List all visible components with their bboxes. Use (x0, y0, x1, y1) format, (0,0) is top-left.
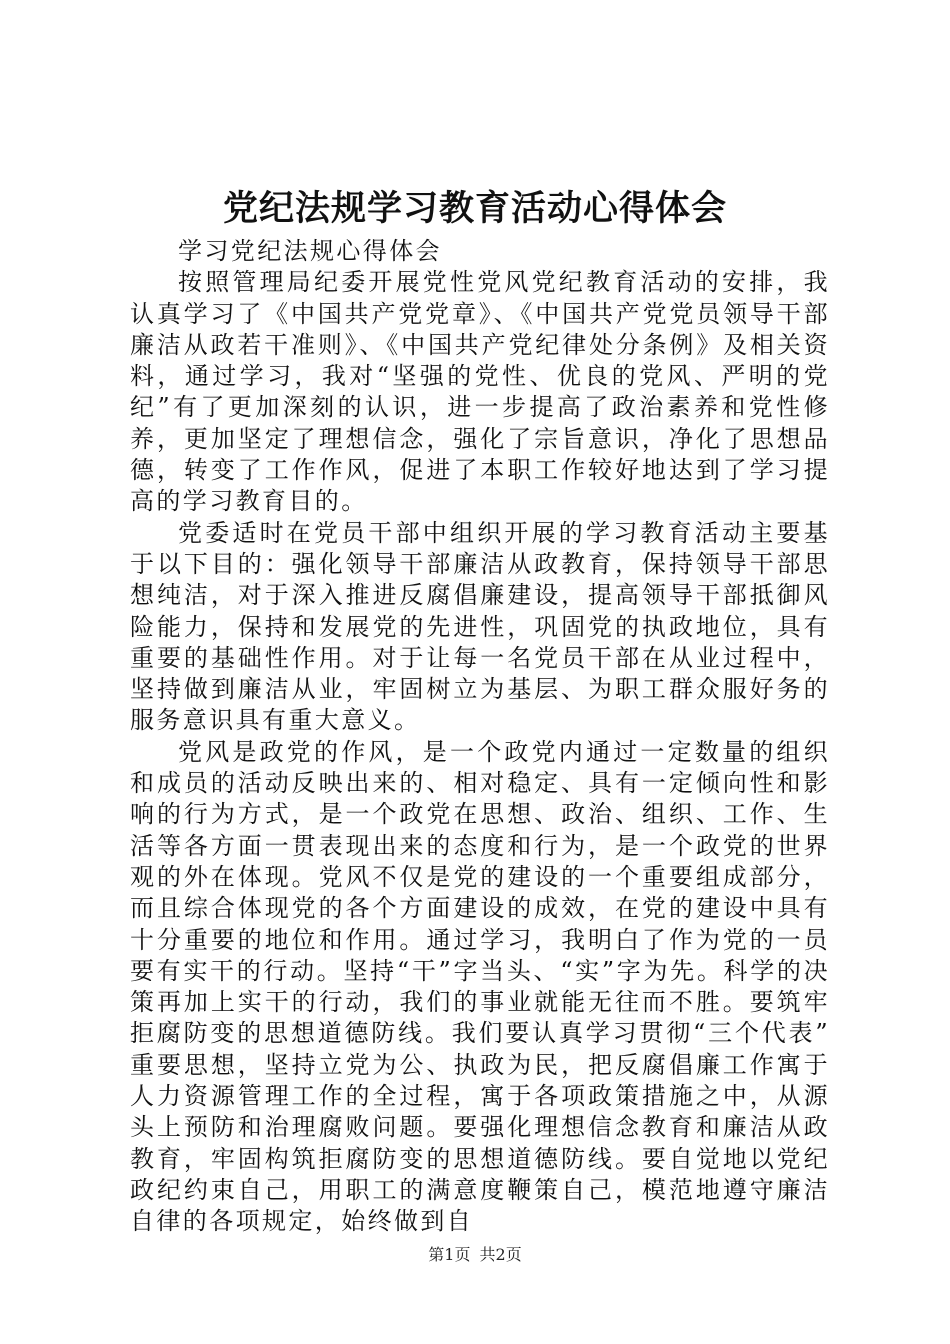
page-number: 第1页 (428, 1245, 471, 1264)
paragraph-subtitle: 学习党纪法规心得体会 (178, 237, 442, 265)
document-body (130, 236, 830, 1238)
paragraph-2: 党委适时在党员干部中组织开展的学习教育活动主要基于以下目的：强化领导干部廉洁从政教育，保持领导干部思想纯洁，对于深入推进反腐倡廉建设，提高领导干部抵御风险能力，保持和发展党的先进性，巩固党的执政地位，具有重要的基础性作用。对于让每一名党员干部在从业过程中，坚持做到廉洁从业，牢固树立为基层、为职工群众服好务的服务意识具有重大意义。 (130, 518, 830, 735)
paragraph-3: 党风是政党的作风，是一个政党内通过一定数量的组织和成员的活动反映出来的、相对稳定、具有一定倾向性和影响的行为方式，是一个政党在思想、政治、组织、工作、生活等各方面一贯表现出来的态度和行为，是一个政党的世界观的外在体现。党风不仅是党的建设的一个重要组成部分，而且综合体现党的各个方面建设的成效，在党的建设中具有十分重要的地位和作用。通过学习，我明白了作为党的一员要有实干的行动。坚持“干”字当头、“实”字为先。科学的决策再加上实干的行动，我们的事业就能无往而不胜。要筑牢拒腐防变的思想道德防线。我们要认真学习贯彻“三个代表”重要思想，坚持立党为公、执政为民，把反腐倡廉工作寓于人力资源管理工作的全过程，寓于各项政策措施之中，从源头上预防和治理腐败问题。要强化理想信念教育和廉洁从政教育，牢固构筑拒腐防变的思想道德防线。要自觉地以党纪政纪约束自己，用职工的满意度鞭策自己，模范地遵守廉洁自律的各项规定，始终做到自 (130, 737, 830, 1236)
document-title: 党纪法规学习教育活动心得体会 (222, 188, 727, 229)
paragraph-1: 按照管理局纪委开展党性党风党纪教育活动的安排，我认真学习了《中国共产党党章》、《中国共产党党员领导干部廉洁从政若干准则》、《中国共产党纪律处分条例》及相关资料，通过学习，我对“坚强的党性、优良的党风、严明的党纪”有了更加深刻的认识，进一步提高了政治素养和党性修养，更加坚定了理想信念，强化了宗旨意识，净化了思想品德，转变了工作作风，促进了本职工作较好地达到了学习提高的学习教育目的。 (130, 268, 830, 516)
page-total: 共2页 (479, 1245, 522, 1264)
page-footer (0, 1244, 950, 1266)
